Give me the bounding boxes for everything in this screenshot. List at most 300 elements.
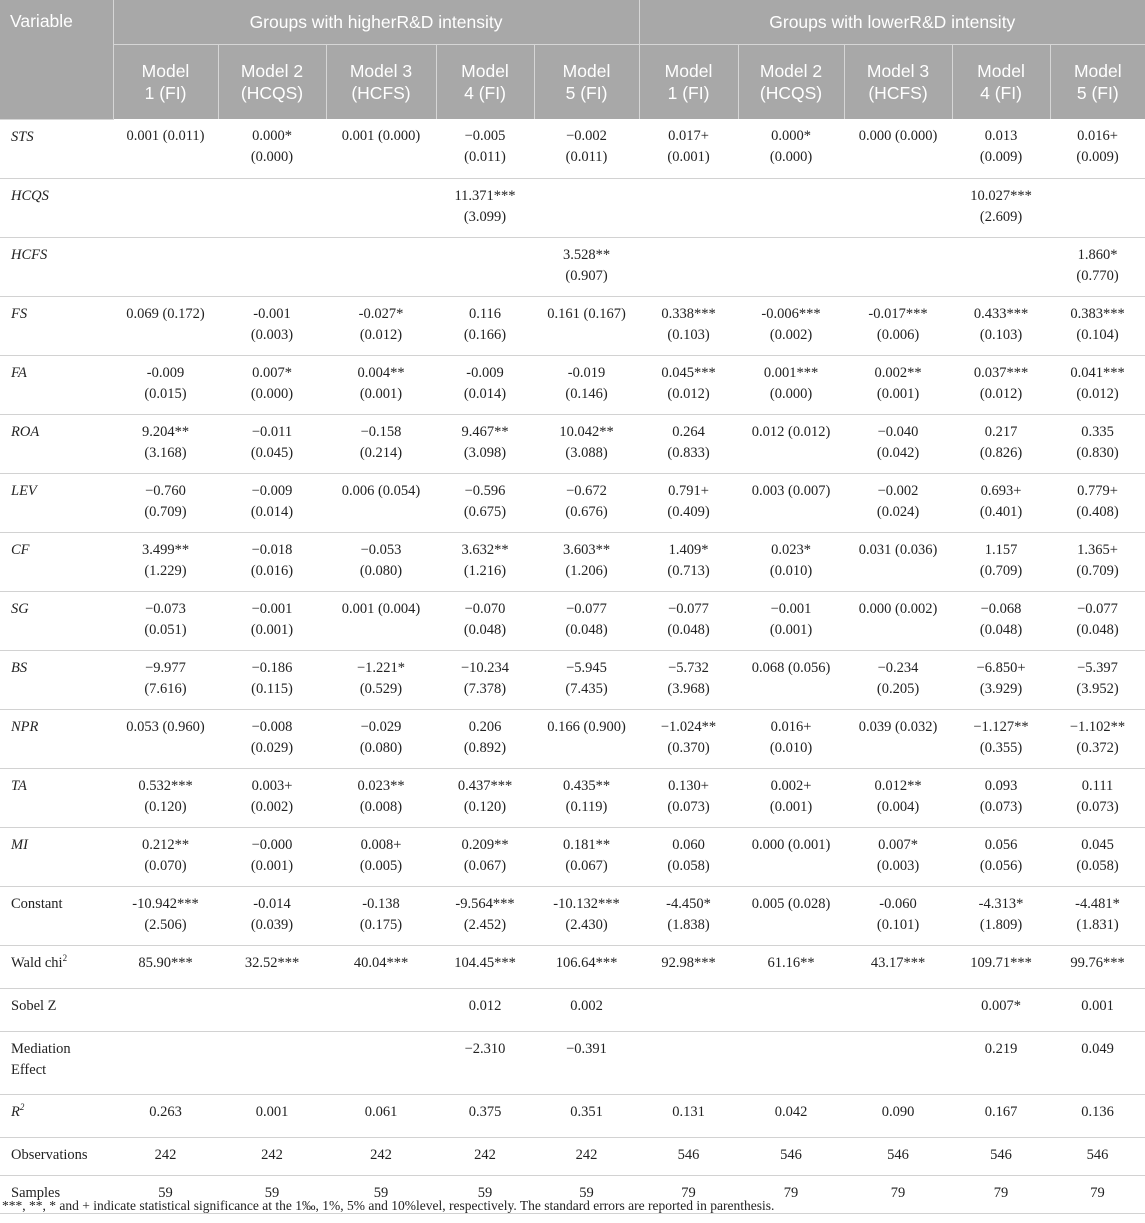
table-cell: [738, 945, 844, 988]
table-cell: [952, 945, 1050, 988]
table-cell: [844, 119, 952, 178]
cell-line: (0.002): [769, 326, 813, 343]
cell-line: (2.609): [979, 208, 1023, 225]
cell-line: 0.351: [570, 1103, 603, 1120]
table-cell: [1050, 178, 1145, 237]
cell-line: (0.103): [667, 326, 710, 343]
table-cell: [113, 768, 218, 827]
table-cell: [1050, 473, 1145, 532]
row-variable-label: [0, 355, 113, 414]
cell-line: 0.013: [984, 128, 1018, 144]
table-row: [0, 355, 1145, 414]
superscript: 2: [19, 1101, 25, 1112]
cell-line: (0.826): [979, 444, 1023, 461]
cell-line: −10.234: [460, 659, 510, 676]
table-cell: [1050, 119, 1145, 178]
cell-line: -0.009: [466, 364, 504, 381]
cell-line: −0.077: [668, 600, 709, 617]
table-cell: [326, 945, 436, 988]
variable-header: Variable: [0, 0, 113, 119]
table-cell: [113, 355, 218, 414]
cell-line: 0.017+: [668, 128, 709, 144]
table-row: [0, 591, 1145, 650]
table-cell: [436, 473, 534, 532]
table-cell: [738, 988, 844, 1031]
table-row: [0, 827, 1145, 886]
cell-line: -9.564***: [455, 895, 515, 912]
table-cell: [436, 886, 534, 945]
cell-line: 242: [575, 1146, 598, 1163]
table-cell: [738, 296, 844, 355]
cell-line: (0.529): [359, 680, 403, 697]
cell-line: (0.372): [1076, 739, 1119, 756]
table-cell: [738, 886, 844, 945]
table-cell: [534, 1031, 639, 1094]
cell-line: 0.041***: [1070, 364, 1125, 381]
table-cell: [436, 768, 534, 827]
table-cell: [639, 591, 738, 650]
cell-line: 546: [677, 1146, 700, 1163]
table-row: [0, 1094, 1145, 1137]
table-row: [0, 178, 1145, 237]
model-header-line2: (HCQS): [240, 83, 304, 103]
table-cell: [844, 709, 952, 768]
cell-line: FA: [11, 364, 27, 381]
cell-line: −5.945: [566, 659, 607, 676]
cell-line: 59: [477, 1184, 493, 1201]
cell-line: 0.001 (0.000): [341, 128, 421, 144]
table-cell: [326, 768, 436, 827]
table-cell: [639, 768, 738, 827]
table-cell: [844, 945, 952, 988]
table-cell: [436, 650, 534, 709]
model-header-line2: 5 (FI): [565, 83, 608, 103]
cell-line: (0.175): [359, 916, 403, 933]
cell-line: (0.001): [250, 857, 294, 874]
cell-line: 104.45***: [454, 954, 516, 971]
cell-line: (0.016): [250, 562, 294, 579]
cell-line: -10.942***: [132, 895, 199, 912]
cell-line: 92.98***: [661, 954, 716, 971]
table-cell: [113, 237, 218, 296]
table-cell: [952, 1031, 1050, 1094]
cell-line: BS: [11, 659, 28, 676]
table-footnote: ***, **, * and + indicate statistical significance at the 1‰, 1%, 5% and 10%level, respectively. The standard errors are reported in parenthesis.: [2, 1198, 775, 1213]
model-header-line2: (HCFS): [868, 83, 928, 103]
table-cell: [113, 1031, 218, 1094]
cell-line: 11.371***: [454, 187, 516, 204]
table-cell: [738, 591, 844, 650]
table-cell: [218, 709, 326, 768]
table-cell: [218, 768, 326, 827]
cell-line: 546: [1086, 1146, 1109, 1163]
cell-line: (2.430): [565, 916, 608, 933]
cell-line: 0.002: [570, 997, 603, 1014]
cell-line: 79: [681, 1184, 696, 1201]
row-variable-label: [0, 988, 113, 1031]
cell-line: (0.012): [1076, 385, 1119, 402]
cell-line: (0.892): [463, 739, 507, 756]
cell-line: 79: [1090, 1184, 1105, 1201]
cell-line: -4.450*: [666, 895, 711, 912]
cell-line: 546: [887, 1146, 909, 1163]
table-cell: [844, 1175, 952, 1213]
cell-line: 0.435**: [562, 777, 611, 794]
table-cell: [534, 650, 639, 709]
cell-line: 40.04***: [353, 954, 409, 971]
table-cell: [534, 988, 639, 1031]
cell-line: (0.058): [667, 857, 710, 874]
cell-line: (0.713): [667, 562, 710, 579]
cell-line: −0.005: [464, 128, 506, 144]
table-cell: [326, 591, 436, 650]
table-cell: [326, 988, 436, 1031]
cell-line: (0.039): [250, 916, 294, 933]
table-cell: [534, 178, 639, 237]
cell-line: (0.048): [667, 621, 710, 638]
table-cell: [1050, 886, 1145, 945]
table-cell: [326, 532, 436, 591]
cell-line: (0.709): [1076, 562, 1119, 579]
cell-line: 0.166 (0.900): [547, 718, 626, 735]
table-row: [0, 988, 1145, 1031]
cell-line: -0.027*: [358, 305, 404, 322]
cell-line: 10.042**: [559, 423, 614, 440]
table-cell: [844, 237, 952, 296]
cell-line: 242: [261, 1146, 283, 1163]
table-cell: [844, 473, 952, 532]
cell-line: (0.012): [359, 326, 403, 343]
cell-line: −0.011: [251, 423, 293, 440]
table-cell: [952, 414, 1050, 473]
cell-line: CF: [11, 541, 30, 558]
table-cell: [218, 827, 326, 886]
cell-line: −6.850+: [976, 659, 1026, 676]
cell-line: 0.209**: [461, 836, 509, 853]
cell-line: MI: [11, 836, 28, 853]
cell-line: (0.070): [144, 857, 187, 874]
cell-line: 0.181**: [562, 836, 611, 853]
model-header-10: [1050, 45, 1145, 120]
table-cell: [436, 532, 534, 591]
table-cell: [639, 886, 738, 945]
table-cell: [639, 988, 738, 1031]
table-row: [0, 473, 1145, 532]
model-header-line1: Model: [664, 61, 713, 81]
cell-line: 0.001 (0.004): [341, 600, 421, 617]
table-cell: [844, 591, 952, 650]
cell-line: 0.012**: [874, 777, 922, 794]
cell-line: -0.014: [253, 895, 291, 912]
table-cell: [326, 1137, 436, 1175]
cell-line: (0.675): [463, 503, 507, 520]
cell-line: 1.157: [984, 541, 1018, 558]
table-cell: [218, 988, 326, 1031]
cell-line: 0.002+: [770, 777, 812, 794]
cell-line: (0.067): [463, 857, 507, 874]
cell-line: (0.004): [876, 798, 920, 815]
cell-line: 0.006 (0.054): [341, 482, 421, 499]
table-cell: [436, 237, 534, 296]
cell-line: 0.263: [149, 1103, 182, 1120]
model-header-line1: Model: [461, 61, 509, 81]
cell-line: −0.000: [251, 836, 293, 853]
table-cell: [326, 237, 436, 296]
cell-line: −5.397: [1077, 659, 1118, 676]
cell-line: (0.005): [359, 857, 403, 874]
model-header-1: [113, 45, 218, 120]
model-header-6: [639, 45, 738, 120]
cell-line: 0.004**: [357, 364, 405, 381]
cell-line: (0.051): [144, 621, 187, 638]
cell-line: (0.006): [876, 326, 920, 343]
cell-line: -4.313*: [978, 895, 1024, 912]
table-cell: [952, 1175, 1050, 1213]
table-cell: [113, 414, 218, 473]
cell-line: 0.167: [984, 1103, 1018, 1120]
cell-line: 3.632**: [461, 541, 509, 558]
header-row-groups: [0, 0, 1145, 45]
model-header-line2: 4 (FI): [464, 83, 506, 103]
cell-line: 0.053 (0.960): [126, 718, 205, 735]
table-cell: [639, 945, 738, 988]
cell-line: 0.000*: [252, 128, 292, 144]
cell-line: 79: [890, 1184, 906, 1201]
cell-line: 546: [990, 1146, 1012, 1163]
cell-line: −0.002: [877, 482, 919, 499]
cell-line: 0.045: [1081, 836, 1114, 853]
table-cell: [1050, 709, 1145, 768]
cell-line: (0.833): [667, 444, 710, 461]
model-header-line1: Model: [562, 61, 611, 81]
cell-line: 9.467**: [461, 423, 509, 440]
table-cell: [844, 355, 952, 414]
table-cell: [113, 988, 218, 1031]
table-cell: [1050, 355, 1145, 414]
table-cell: [113, 709, 218, 768]
cell-line: −0.596: [464, 482, 506, 499]
table-cell: [952, 650, 1050, 709]
table-cell: [534, 709, 639, 768]
cell-line: −0.001: [251, 600, 293, 617]
row-variable-label: [0, 473, 113, 532]
cell-line: 43.17***: [870, 954, 926, 971]
cell-line: STS: [11, 128, 34, 145]
cell-line: (0.120): [463, 798, 507, 815]
cell-line: 0.264: [672, 423, 705, 440]
cell-line: (0.011): [565, 149, 608, 165]
table-cell: [218, 1137, 326, 1175]
cell-line: (0.830): [1076, 444, 1119, 461]
cell-line: (0.048): [1076, 621, 1119, 638]
cell-line: (0.120): [144, 798, 187, 815]
cell-line: Samples: [11, 1184, 61, 1201]
cell-line: LEV: [11, 482, 37, 499]
cell-line: 0.338***: [661, 305, 716, 322]
cell-line: 32.52***: [244, 954, 300, 971]
cell-line: 0.437***: [457, 777, 513, 794]
cell-line: (0.001): [359, 385, 403, 402]
row-variable-label: [0, 1031, 113, 1094]
cell-line: (0.401): [979, 503, 1023, 520]
cell-line: 0.212**: [141, 836, 190, 853]
table-cell: [113, 945, 218, 988]
table-cell: [436, 178, 534, 237]
table-cell: [738, 532, 844, 591]
table-cell: [534, 768, 639, 827]
table-cell: [844, 296, 952, 355]
cell-line: −9.977: [145, 659, 186, 676]
table-cell: [844, 414, 952, 473]
cell-line: (1.831): [1076, 916, 1119, 933]
cell-line: (0.000): [250, 149, 294, 165]
cell-line: −0.068: [980, 600, 1022, 617]
cell-line: −0.018: [251, 541, 293, 558]
table-cell: [534, 1094, 639, 1137]
table-cell: [639, 1094, 738, 1137]
cell-line: 0.000*: [771, 128, 811, 144]
cell-line: (0.058): [1076, 857, 1119, 874]
cell-line: 0.000 (0.002): [858, 600, 938, 617]
table-cell: [738, 768, 844, 827]
cell-line: (0.166): [463, 326, 507, 343]
cell-line: 79: [783, 1184, 799, 1201]
table-cell: [952, 988, 1050, 1031]
cell-line: −1.102**: [1069, 718, 1126, 735]
cell-line: (0.003): [250, 326, 294, 343]
table-cell: [218, 1031, 326, 1094]
cell-line: (0.073): [979, 798, 1023, 815]
table-cell: [534, 945, 639, 988]
table-cell: [844, 532, 952, 591]
cell-line: R: [11, 1103, 20, 1120]
cell-line: −0.009: [251, 482, 293, 499]
table-cell: [844, 988, 952, 1031]
table-cell: [1050, 296, 1145, 355]
cell-line: (7.435): [565, 680, 608, 697]
table-cell: [326, 709, 436, 768]
cell-line: 0.023*: [771, 541, 811, 558]
cell-line: 109.71***: [970, 954, 1032, 971]
cell-line: (0.056): [979, 857, 1023, 874]
cell-line: 10.027***: [970, 187, 1032, 204]
table-cell: [326, 886, 436, 945]
cell-line: 0.206: [468, 718, 502, 735]
table-cell: [218, 473, 326, 532]
cell-line: (0.073): [1076, 798, 1119, 815]
cell-line: (0.015): [144, 385, 187, 402]
table-row: [0, 945, 1145, 988]
table-cell: [113, 886, 218, 945]
row-variable-label: [0, 414, 113, 473]
cell-line: (0.073): [667, 798, 710, 815]
table-cell: [952, 709, 1050, 768]
cell-line: −1.024**: [660, 718, 717, 735]
cell-line: 0.008+: [360, 836, 402, 853]
cell-line: -4.481*: [1075, 895, 1120, 912]
cell-line: 0.116: [468, 305, 502, 322]
cell-line: 0.031 (0.036): [858, 541, 938, 558]
cell-line: (3.168): [144, 444, 187, 461]
table-row: [0, 650, 1145, 709]
model-header-8: [844, 45, 952, 120]
table-row: [0, 296, 1145, 355]
table-cell: [113, 1094, 218, 1137]
cell-line: 0.219: [984, 1040, 1018, 1057]
cell-line: (0.045): [250, 444, 294, 461]
table-cell: [738, 827, 844, 886]
cell-line: SG: [11, 600, 29, 617]
cell-line: (0.370): [667, 739, 710, 756]
row-variable-label: [0, 827, 113, 886]
table-cell: [1050, 1031, 1145, 1094]
table-cell: [844, 768, 952, 827]
table-cell: [218, 532, 326, 591]
table-body: [0, 119, 1145, 1213]
cell-line: (0.048): [463, 621, 507, 638]
cell-line: 99.76***: [1070, 954, 1125, 971]
table-cell: [113, 827, 218, 886]
cell-line: Mediation: [11, 1040, 71, 1057]
table-cell: [738, 1137, 844, 1175]
cell-line: HCQS: [11, 187, 49, 204]
table-cell: [1050, 988, 1145, 1031]
cell-line: 0.002**: [874, 364, 922, 381]
table-cell: [534, 119, 639, 178]
cell-line: 0.433***: [973, 305, 1029, 322]
model-header-9: [952, 45, 1050, 120]
cell-line: 0.779+: [1077, 482, 1118, 499]
row-variable-label: [0, 768, 113, 827]
cell-line: (1.229): [144, 562, 187, 579]
cell-line: 59: [373, 1184, 389, 1201]
table-cell: [436, 414, 534, 473]
table-cell: [952, 237, 1050, 296]
table-cell: [1050, 827, 1145, 886]
table-cell: [738, 178, 844, 237]
cell-line: 0.217: [984, 423, 1018, 440]
cell-line: (1.206): [565, 562, 608, 579]
cell-line: (0.014): [463, 385, 507, 402]
cell-line: (0.048): [979, 621, 1023, 638]
table-cell: [844, 178, 952, 237]
model-header-line2: (HCFS): [351, 83, 411, 103]
superscript: 2: [62, 952, 68, 963]
cell-line: 0.001: [255, 1103, 289, 1120]
cell-line: Sobel Z: [11, 997, 57, 1014]
cell-line: 59: [158, 1184, 173, 1201]
cell-line: 0.068 (0.056): [751, 659, 831, 676]
cell-line: FS: [11, 305, 28, 322]
table-cell: [218, 886, 326, 945]
cell-line: 0.090: [881, 1103, 915, 1120]
table-cell: [326, 1094, 436, 1137]
cell-line: 0.001: [1081, 997, 1114, 1014]
cell-line: 0.003 (0.007): [751, 482, 831, 499]
model-header-line2: 1 (FI): [667, 83, 710, 103]
table-cell: [639, 119, 738, 178]
cell-line: (0.355): [979, 739, 1023, 756]
header-row-models: [0, 45, 1145, 120]
cell-line: 59: [579, 1184, 594, 1201]
table-cell: [534, 414, 639, 473]
table-row: [0, 1137, 1145, 1175]
cell-line: 0.012 (0.012): [751, 423, 831, 440]
cell-line: (0.001): [876, 385, 920, 402]
table-cell: [639, 355, 738, 414]
cell-line: -10.132***: [553, 895, 620, 912]
table-cell: [436, 827, 534, 886]
